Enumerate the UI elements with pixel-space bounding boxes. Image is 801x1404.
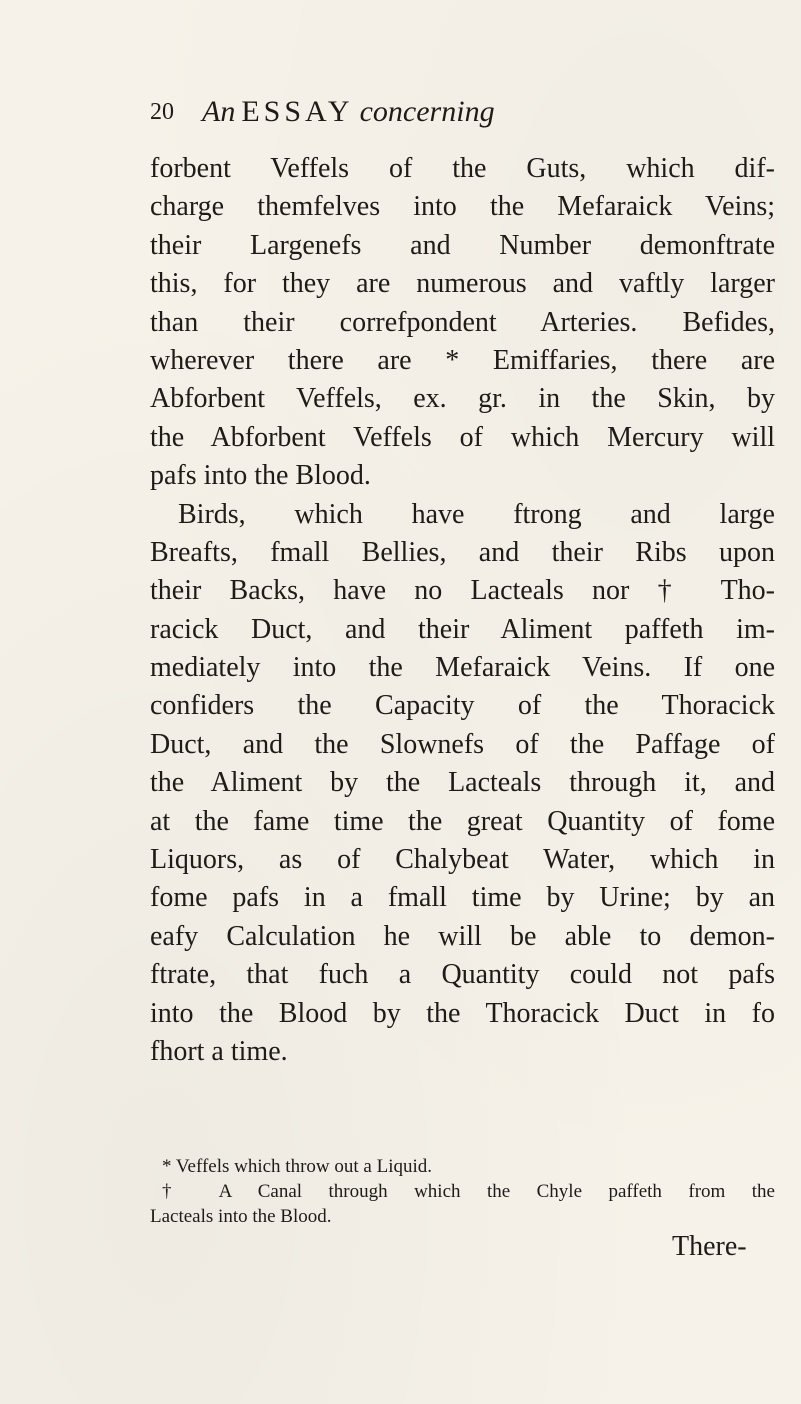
text-line: their Backs, have no Lacteals nor † Tho- bbox=[150, 575, 775, 607]
text-line: fome pafs in a fmall time by Urine; by an bbox=[150, 882, 775, 914]
text-line: wherever there are * Emiffaries, there are bbox=[150, 344, 775, 376]
text-line: Breafts, fmall Bellies, and their Ribs upon bbox=[150, 536, 775, 568]
text-line: confiders the Capacity of the Thoracick bbox=[150, 690, 775, 722]
text-line: forbent Veffels of the Guts, which dif- bbox=[150, 153, 775, 184]
running-title-an: An bbox=[202, 95, 236, 128]
running-title-essay: ESSAY bbox=[241, 95, 354, 128]
body-text bbox=[150, 150, 775, 1071]
text-line: their Largenefs and Number demonftrate bbox=[150, 229, 775, 261]
paragraph-start-line: Birds, which have ftrong and large bbox=[178, 498, 775, 530]
text-line: pafs into the Blood. bbox=[150, 460, 371, 492]
text-line: mediately into the Mefaraick Veins. If one bbox=[150, 652, 775, 684]
footnote-emissaries: * Veffels which throw out a Liquid. bbox=[162, 1156, 433, 1177]
text-line: racick Duct, and their Aliment paffeth im- bbox=[150, 613, 775, 645]
text-line: the Aliment by the Lacteals through it, and bbox=[150, 767, 775, 799]
text-line: ftrate, that fuch a Quantity could not pafs bbox=[150, 959, 775, 991]
text-line: charge themfelves into the Mefaraick Veins; bbox=[150, 191, 775, 223]
text-line: at the fame time the great Quantity of fome bbox=[150, 805, 775, 837]
text-line: eafy Calculation he will be able to demon- bbox=[150, 920, 775, 952]
text-line: Liquors, as of Chalybeat Water, which in bbox=[150, 844, 775, 876]
text-line: than their correfpondent Arteries. Befides, bbox=[150, 306, 775, 338]
text-line: into the Blood by the Thoracick Duct in fo bbox=[150, 997, 775, 1029]
running-title-concerning: concerning bbox=[359, 95, 495, 128]
text-line: Abforbent Veffels, ex. gr. in the Skin, by bbox=[150, 383, 775, 415]
running-header bbox=[150, 92, 710, 132]
footnote-thoracick-duct: † A Canal through which the Chyle paffeth from the bbox=[162, 1181, 775, 1202]
footnote-thoracick-duct-continued: Lacteals into the Blood. bbox=[150, 1206, 332, 1227]
footnotes bbox=[150, 1154, 775, 1229]
text-line: this, for they are numerous and vaftly larger bbox=[150, 268, 775, 300]
running-title bbox=[202, 92, 495, 132]
text-line: fhort a time. bbox=[150, 1035, 288, 1067]
catchword: There- bbox=[672, 1231, 747, 1262]
page-number: 20 bbox=[150, 99, 174, 125]
text-line: Duct, and the Slownefs of the Paffage of bbox=[150, 728, 775, 760]
text-line: the Abforbent Veffels of which Mercury will bbox=[150, 421, 775, 453]
